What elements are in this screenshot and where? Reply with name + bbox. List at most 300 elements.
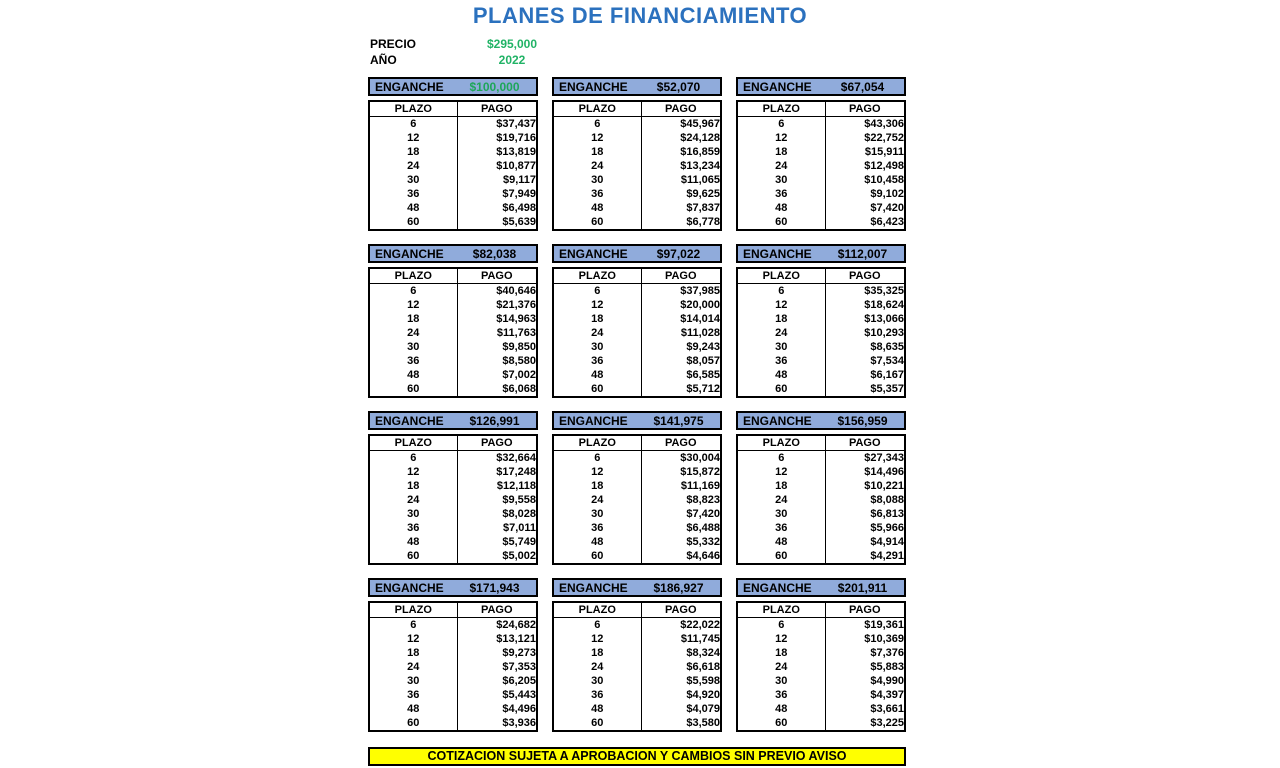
pago-cell: $5,749 <box>502 536 536 548</box>
enganche-label: ENGANCHE <box>375 246 444 261</box>
pago-cell: $7,420 <box>686 508 720 520</box>
plazo-cell: 36 <box>737 521 825 535</box>
pago-column-header: PAGO <box>457 101 537 117</box>
plan-row <box>553 173 721 187</box>
plazo-cell: 48 <box>369 368 457 382</box>
plan-row <box>553 382 721 397</box>
plazo-cell: 60 <box>553 215 641 230</box>
plan-row <box>553 298 721 312</box>
plan-row <box>737 451 905 466</box>
price-year-block <box>370 36 562 68</box>
pago-cell: $8,324 <box>686 647 720 659</box>
enganche-label: ENGANCHE <box>559 580 628 595</box>
pago-cell: $7,002 <box>502 369 536 381</box>
year-row <box>370 52 562 68</box>
plazo-cell: 18 <box>553 145 641 159</box>
enganche-header <box>736 411 906 430</box>
plazo-cell: 60 <box>737 215 825 230</box>
plan-block <box>736 578 906 732</box>
pago-cell: $7,949 <box>502 188 536 200</box>
enganche-header <box>552 244 722 263</box>
plan-table <box>552 100 722 231</box>
plan-row <box>553 688 721 702</box>
enganche-amount: $141,975 <box>653 413 704 428</box>
pago-cell: $13,819 <box>496 146 536 158</box>
plazo-cell: 12 <box>553 298 641 312</box>
plan-block <box>368 244 538 398</box>
plan-row <box>553 674 721 688</box>
pago-cell: $6,585 <box>686 369 720 381</box>
plazo-cell: 30 <box>737 173 825 187</box>
enganche-amount: $52,070 <box>656 79 701 94</box>
pago-cell: $8,088 <box>870 494 904 506</box>
pago-column-header: PAGO <box>641 268 721 284</box>
price-label: PRECIO <box>370 37 417 51</box>
plazo-cell: 18 <box>737 312 825 326</box>
plazo-cell: 24 <box>737 326 825 340</box>
pago-cell: $10,369 <box>864 633 904 645</box>
plans-grid <box>368 77 906 732</box>
pago-cell: $4,914 <box>870 536 904 548</box>
plazo-cell: 18 <box>369 145 457 159</box>
plazo-column-header: PLAZO <box>553 435 641 451</box>
plan-table <box>552 267 722 398</box>
plan-row <box>737 549 905 564</box>
plan-row <box>737 284 905 299</box>
plan-row <box>737 632 905 646</box>
pago-cell: $10,877 <box>496 160 536 172</box>
plazo-cell: 6 <box>737 284 825 299</box>
plazo-cell: 48 <box>369 535 457 549</box>
pago-cell: $37,985 <box>680 285 720 297</box>
pago-cell: $3,936 <box>502 717 536 729</box>
plazo-cell: 48 <box>553 702 641 716</box>
plan-table <box>552 434 722 565</box>
plan-row <box>369 716 537 731</box>
plazo-cell: 30 <box>737 674 825 688</box>
enganche-label: ENGANCHE <box>559 413 628 428</box>
plan-table <box>368 267 538 398</box>
plan-row <box>369 187 537 201</box>
plazo-cell: 12 <box>737 298 825 312</box>
plan-table <box>368 434 538 565</box>
plan-row <box>737 354 905 368</box>
pago-cell: $12,498 <box>864 160 904 172</box>
enganche-header <box>552 77 722 96</box>
enganche-label: ENGANCHE <box>559 79 628 94</box>
plan-row <box>553 201 721 215</box>
pago-cell: $40,646 <box>496 285 536 297</box>
pago-cell: $9,625 <box>686 188 720 200</box>
plazo-cell: 24 <box>737 493 825 507</box>
plazo-cell: 6 <box>553 451 641 466</box>
enganche-label: ENGANCHE <box>375 79 444 94</box>
pago-cell: $7,420 <box>870 202 904 214</box>
plan-row <box>553 187 721 201</box>
plan-row <box>553 131 721 145</box>
plan-row <box>737 312 905 326</box>
plan-row <box>737 340 905 354</box>
pago-cell: $11,065 <box>680 174 720 186</box>
plan-row <box>369 646 537 660</box>
plazo-cell: 18 <box>369 646 457 660</box>
plan-table <box>368 601 538 732</box>
pago-cell: $8,580 <box>502 355 536 367</box>
pago-column-header: PAGO <box>457 268 537 284</box>
pago-column-header: PAGO <box>825 435 905 451</box>
plan-row <box>553 451 721 466</box>
plan-row <box>553 312 721 326</box>
plan-block <box>368 77 538 231</box>
enganche-header <box>552 578 722 597</box>
enganche-amount: $201,911 <box>837 580 888 595</box>
plazo-column-header: PLAZO <box>553 101 641 117</box>
plazo-cell: 24 <box>369 493 457 507</box>
pago-cell: $5,639 <box>502 216 536 228</box>
plazo-cell: 6 <box>553 117 641 132</box>
pago-cell: $11,763 <box>496 327 536 339</box>
plazo-column-header: PLAZO <box>737 602 825 618</box>
plazo-cell: 36 <box>553 688 641 702</box>
plazo-cell: 48 <box>369 702 457 716</box>
pago-cell: $7,011 <box>502 522 536 534</box>
enganche-amount: $112,007 <box>837 246 888 261</box>
plan-table <box>736 434 906 565</box>
plan-row <box>553 535 721 549</box>
plazo-cell: 12 <box>553 465 641 479</box>
pago-cell: $13,066 <box>864 313 904 325</box>
plan-table <box>736 601 906 732</box>
enganche-label: ENGANCHE <box>743 580 812 595</box>
pago-cell: $6,423 <box>870 216 904 228</box>
pago-cell: $5,883 <box>870 661 904 673</box>
plazo-column-header: PLAZO <box>369 435 457 451</box>
pago-cell: $11,169 <box>680 480 720 492</box>
plan-row <box>369 660 537 674</box>
enganche-label: ENGANCHE <box>743 79 812 94</box>
plazo-column-header: PLAZO <box>369 268 457 284</box>
pago-cell: $5,002 <box>502 550 536 562</box>
year-value: 2022 <box>498 53 526 67</box>
pago-cell: $5,598 <box>686 675 720 687</box>
plazo-cell: 18 <box>737 646 825 660</box>
plan-block <box>368 578 538 732</box>
pago-cell: $6,068 <box>502 383 536 395</box>
plazo-cell: 24 <box>369 660 457 674</box>
plazo-cell: 24 <box>369 159 457 173</box>
pago-cell: $4,291 <box>870 550 904 562</box>
plan-row <box>553 507 721 521</box>
plan-row <box>553 521 721 535</box>
plazo-column-header: PLAZO <box>737 101 825 117</box>
plan-row <box>737 493 905 507</box>
pago-cell: $15,911 <box>864 146 904 158</box>
plan-row <box>369 465 537 479</box>
pago-cell: $7,376 <box>870 647 904 659</box>
plan-row <box>369 674 537 688</box>
pago-cell: $32,664 <box>496 452 536 464</box>
plazo-cell: 60 <box>553 382 641 397</box>
plan-row <box>553 326 721 340</box>
pago-cell: $9,850 <box>502 341 536 353</box>
plazo-cell: 48 <box>553 201 641 215</box>
plan-row <box>553 646 721 660</box>
plan-row <box>553 159 721 173</box>
plan-row <box>737 117 905 132</box>
plan-row <box>369 688 537 702</box>
plan-row <box>737 660 905 674</box>
pago-cell: $6,205 <box>502 675 536 687</box>
pago-cell: $10,458 <box>864 174 904 186</box>
plazo-cell: 48 <box>553 368 641 382</box>
plazo-cell: 24 <box>737 660 825 674</box>
enganche-header <box>368 244 538 263</box>
plazo-cell: 12 <box>553 131 641 145</box>
plazo-cell: 48 <box>737 368 825 382</box>
pago-cell: $4,079 <box>686 703 720 715</box>
enganche-label: ENGANCHE <box>743 246 812 261</box>
pago-cell: $5,357 <box>870 383 904 395</box>
plazo-cell: 30 <box>737 507 825 521</box>
pago-cell: $6,813 <box>870 508 904 520</box>
pago-cell: $20,000 <box>680 299 720 311</box>
plan-row <box>369 618 537 633</box>
plazo-cell: 48 <box>737 201 825 215</box>
plan-row <box>369 298 537 312</box>
page-title: PLANES DE FINANCIAMIENTO <box>472 3 808 28</box>
plan-row <box>369 479 537 493</box>
plan-row <box>369 535 537 549</box>
plan-row <box>369 215 537 230</box>
enganche-label: ENGANCHE <box>559 246 628 261</box>
enganche-header <box>736 244 906 263</box>
enganche-header <box>736 578 906 597</box>
pago-cell: $3,661 <box>870 703 904 715</box>
pago-cell: $17,248 <box>496 466 536 478</box>
pago-cell: $9,558 <box>502 494 536 506</box>
plan-row <box>553 215 721 230</box>
plan-row <box>369 284 537 299</box>
plan-row <box>553 465 721 479</box>
pago-cell: $11,028 <box>680 327 720 339</box>
plan-row <box>369 521 537 535</box>
plazo-cell: 60 <box>369 382 457 397</box>
enganche-label: ENGANCHE <box>375 413 444 428</box>
pago-cell: $5,712 <box>686 383 720 395</box>
plan-block <box>368 411 538 565</box>
plazo-cell: 36 <box>369 187 457 201</box>
plan-row <box>553 660 721 674</box>
pago-cell: $7,353 <box>502 661 536 673</box>
pago-cell: $9,273 <box>502 647 536 659</box>
plazo-cell: 12 <box>369 632 457 646</box>
plazo-cell: 36 <box>553 354 641 368</box>
pago-cell: $9,243 <box>686 341 720 353</box>
pago-column-header: PAGO <box>641 602 721 618</box>
price-value: $295,000 <box>486 37 538 51</box>
plazo-cell: 60 <box>369 549 457 564</box>
plazo-cell: 48 <box>737 702 825 716</box>
pago-cell: $10,221 <box>864 480 904 492</box>
plazo-cell: 60 <box>553 549 641 564</box>
pago-cell: $12,118 <box>496 480 536 492</box>
plazo-cell: 18 <box>553 312 641 326</box>
plan-row <box>553 549 721 564</box>
pago-cell: $4,920 <box>686 689 720 701</box>
plan-row <box>369 632 537 646</box>
plazo-cell: 30 <box>369 340 457 354</box>
plazo-cell: 12 <box>369 298 457 312</box>
plan-row <box>737 618 905 633</box>
pago-cell: $14,963 <box>496 313 536 325</box>
plazo-cell: 24 <box>369 326 457 340</box>
plazo-cell: 18 <box>737 479 825 493</box>
plazo-cell: 30 <box>369 173 457 187</box>
pago-cell: $37,437 <box>496 118 536 130</box>
plan-row <box>369 173 537 187</box>
pago-cell: $9,102 <box>870 188 904 200</box>
plan-row <box>737 187 905 201</box>
plan-row <box>737 688 905 702</box>
pago-cell: $5,332 <box>686 536 720 548</box>
plan-row <box>553 632 721 646</box>
plan-row <box>737 465 905 479</box>
plazo-cell: 36 <box>737 187 825 201</box>
pago-column-header: PAGO <box>825 268 905 284</box>
plazo-cell: 18 <box>369 479 457 493</box>
plazo-cell: 36 <box>553 187 641 201</box>
plan-block <box>552 578 722 732</box>
plan-row <box>737 716 905 731</box>
plazo-cell: 12 <box>737 465 825 479</box>
plan-row <box>369 368 537 382</box>
pago-cell: $6,778 <box>686 216 720 228</box>
plan-row <box>553 368 721 382</box>
plan-row <box>553 493 721 507</box>
plazo-cell: 36 <box>737 688 825 702</box>
plazo-cell: 30 <box>553 173 641 187</box>
plan-row <box>369 549 537 564</box>
plazo-cell: 30 <box>369 507 457 521</box>
plan-table <box>368 100 538 231</box>
plan-row <box>369 326 537 340</box>
pago-cell: $19,361 <box>864 619 904 631</box>
plazo-cell: 6 <box>369 618 457 633</box>
plan-row <box>737 646 905 660</box>
plan-row <box>737 159 905 173</box>
plan-row <box>553 716 721 731</box>
disclaimer-banner: COTIZACION SUJETA A APROBACION Y CAMBIOS SIN PREVIO AVISO <box>368 747 906 766</box>
pago-column-header: PAGO <box>457 435 537 451</box>
plazo-cell: 60 <box>737 716 825 731</box>
pago-cell: $30,004 <box>680 452 720 464</box>
enganche-label: ENGANCHE <box>743 413 812 428</box>
pago-cell: $16,859 <box>680 146 720 158</box>
plan-row <box>737 674 905 688</box>
pago-cell: $4,496 <box>502 703 536 715</box>
enganche-amount: $186,927 <box>653 580 704 595</box>
plan-block <box>736 77 906 231</box>
plan-row <box>369 702 537 716</box>
plan-row <box>369 312 537 326</box>
pago-cell: $6,498 <box>502 202 536 214</box>
plan-row <box>369 340 537 354</box>
plazo-cell: 48 <box>553 535 641 549</box>
plazo-cell: 30 <box>737 340 825 354</box>
pago-column-header: PAGO <box>641 101 721 117</box>
plan-row <box>369 201 537 215</box>
plan-block <box>736 411 906 565</box>
plazo-cell: 36 <box>369 688 457 702</box>
plan-row <box>737 507 905 521</box>
enganche-amount: $126,991 <box>469 413 520 428</box>
pago-cell: $4,646 <box>686 550 720 562</box>
pago-cell: $27,343 <box>864 452 904 464</box>
plan-row <box>553 117 721 132</box>
plan-row <box>737 326 905 340</box>
pago-column-header: PAGO <box>825 602 905 618</box>
plan-row <box>553 354 721 368</box>
plan-row <box>737 702 905 716</box>
plazo-cell: 6 <box>737 618 825 633</box>
plan-row <box>369 131 537 145</box>
pago-cell: $4,397 <box>870 689 904 701</box>
plazo-cell: 12 <box>737 632 825 646</box>
pago-cell: $11,745 <box>680 633 720 645</box>
plazo-cell: 60 <box>553 716 641 731</box>
plan-block <box>552 244 722 398</box>
plan-row <box>369 507 537 521</box>
pago-cell: $15,872 <box>680 466 720 478</box>
plan-row <box>737 521 905 535</box>
plazo-cell: 30 <box>553 507 641 521</box>
plazo-cell: 12 <box>553 632 641 646</box>
plazo-column-header: PLAZO <box>553 602 641 618</box>
pago-cell: $43,306 <box>864 118 904 130</box>
plan-row <box>737 298 905 312</box>
plazo-cell: 24 <box>737 159 825 173</box>
pago-cell: $35,325 <box>864 285 904 297</box>
plazo-cell: 6 <box>737 451 825 466</box>
plazo-cell: 60 <box>737 382 825 397</box>
plan-row <box>553 284 721 299</box>
plan-row <box>369 117 537 132</box>
enganche-header <box>552 411 722 430</box>
enganche-header <box>736 77 906 96</box>
price-row <box>370 36 562 52</box>
pago-cell: $13,121 <box>496 633 536 645</box>
pago-cell: $18,624 <box>864 299 904 311</box>
plazo-column-header: PLAZO <box>737 435 825 451</box>
plazo-cell: 36 <box>737 354 825 368</box>
plazo-cell: 18 <box>737 145 825 159</box>
enganche-header <box>368 578 538 597</box>
pago-cell: $3,580 <box>686 717 720 729</box>
plazo-cell: 30 <box>553 674 641 688</box>
plan-row <box>737 173 905 187</box>
pago-cell: $14,496 <box>864 466 904 478</box>
enganche-header <box>368 77 538 96</box>
pago-cell: $45,967 <box>680 118 720 130</box>
pago-column-header: PAGO <box>641 435 721 451</box>
pago-cell: $8,028 <box>502 508 536 520</box>
plazo-cell: 60 <box>737 549 825 564</box>
plan-block <box>736 244 906 398</box>
pago-cell: $8,823 <box>686 494 720 506</box>
plazo-cell: 18 <box>553 479 641 493</box>
pago-cell: $21,376 <box>496 299 536 311</box>
plazo-cell: 12 <box>737 131 825 145</box>
